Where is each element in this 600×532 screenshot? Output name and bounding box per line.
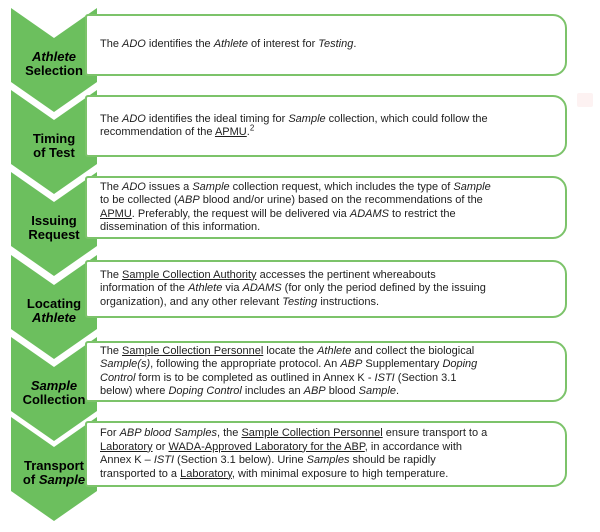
faint-highlight-artifact <box>577 93 593 107</box>
step-description-box <box>85 14 567 76</box>
step-description-text: The Sample Collection Authority accesses the pertinent whereabouts information of the Athlete via ADAMS (for only the period defined by the issuing organization), and any other relevant Testing instructions. <box>100 268 486 308</box>
step-description-box <box>85 95 567 157</box>
step-label: Transport of Sample <box>22 458 86 487</box>
step-label: Athlete Selection <box>25 49 83 78</box>
step-label: Sample Collection <box>22 378 86 407</box>
step-description-box <box>85 341 567 402</box>
step-description-text: The ADO identifies the ideal timing for Sample collection, which could follow the recommendation of the APMU.$^2$ <box>100 112 488 138</box>
step-description-box <box>85 260 567 318</box>
step-description-text: The ADO identifies the Athlete of interest for Testing. <box>100 38 357 51</box>
step-label: Issuing Request <box>28 213 80 242</box>
step-label: Timing of Test <box>32 131 76 160</box>
step-label: Locating Athlete <box>26 296 82 325</box>
step-description-text: For ABP blood Samples, the Sample Collection Personnel ensure transport to a Laboratory or WADA-Approved Laboratory for the ABP, in accordance with Annex K – ISTI (Section 3.1 below). Urine Samples should be rapidly transported to a Laboratory, with minimal exposure to high temperature. <box>100 427 488 480</box>
step-description-text: The Sample Collection Personnel locate the Athlete and collect the biological Sample(s), following the appropriate protocol. An ABP Supplementary Doping Control form is to be completed as outlined in Annex K - ISTI (Section 3.1 below) where Doping Control includes an ABP blood Sample. <box>100 344 478 397</box>
step-description-box <box>85 421 567 487</box>
step-description-text: The ADO issues a Sample collection request, which includes the type of Sample to be collected (ABP blood and/or urine) based on the recommendations of the APMU. Preferably, the request will be delivered via ADAMS to restrict the dissemination of this information. <box>100 180 491 233</box>
step-description-box <box>85 176 567 239</box>
